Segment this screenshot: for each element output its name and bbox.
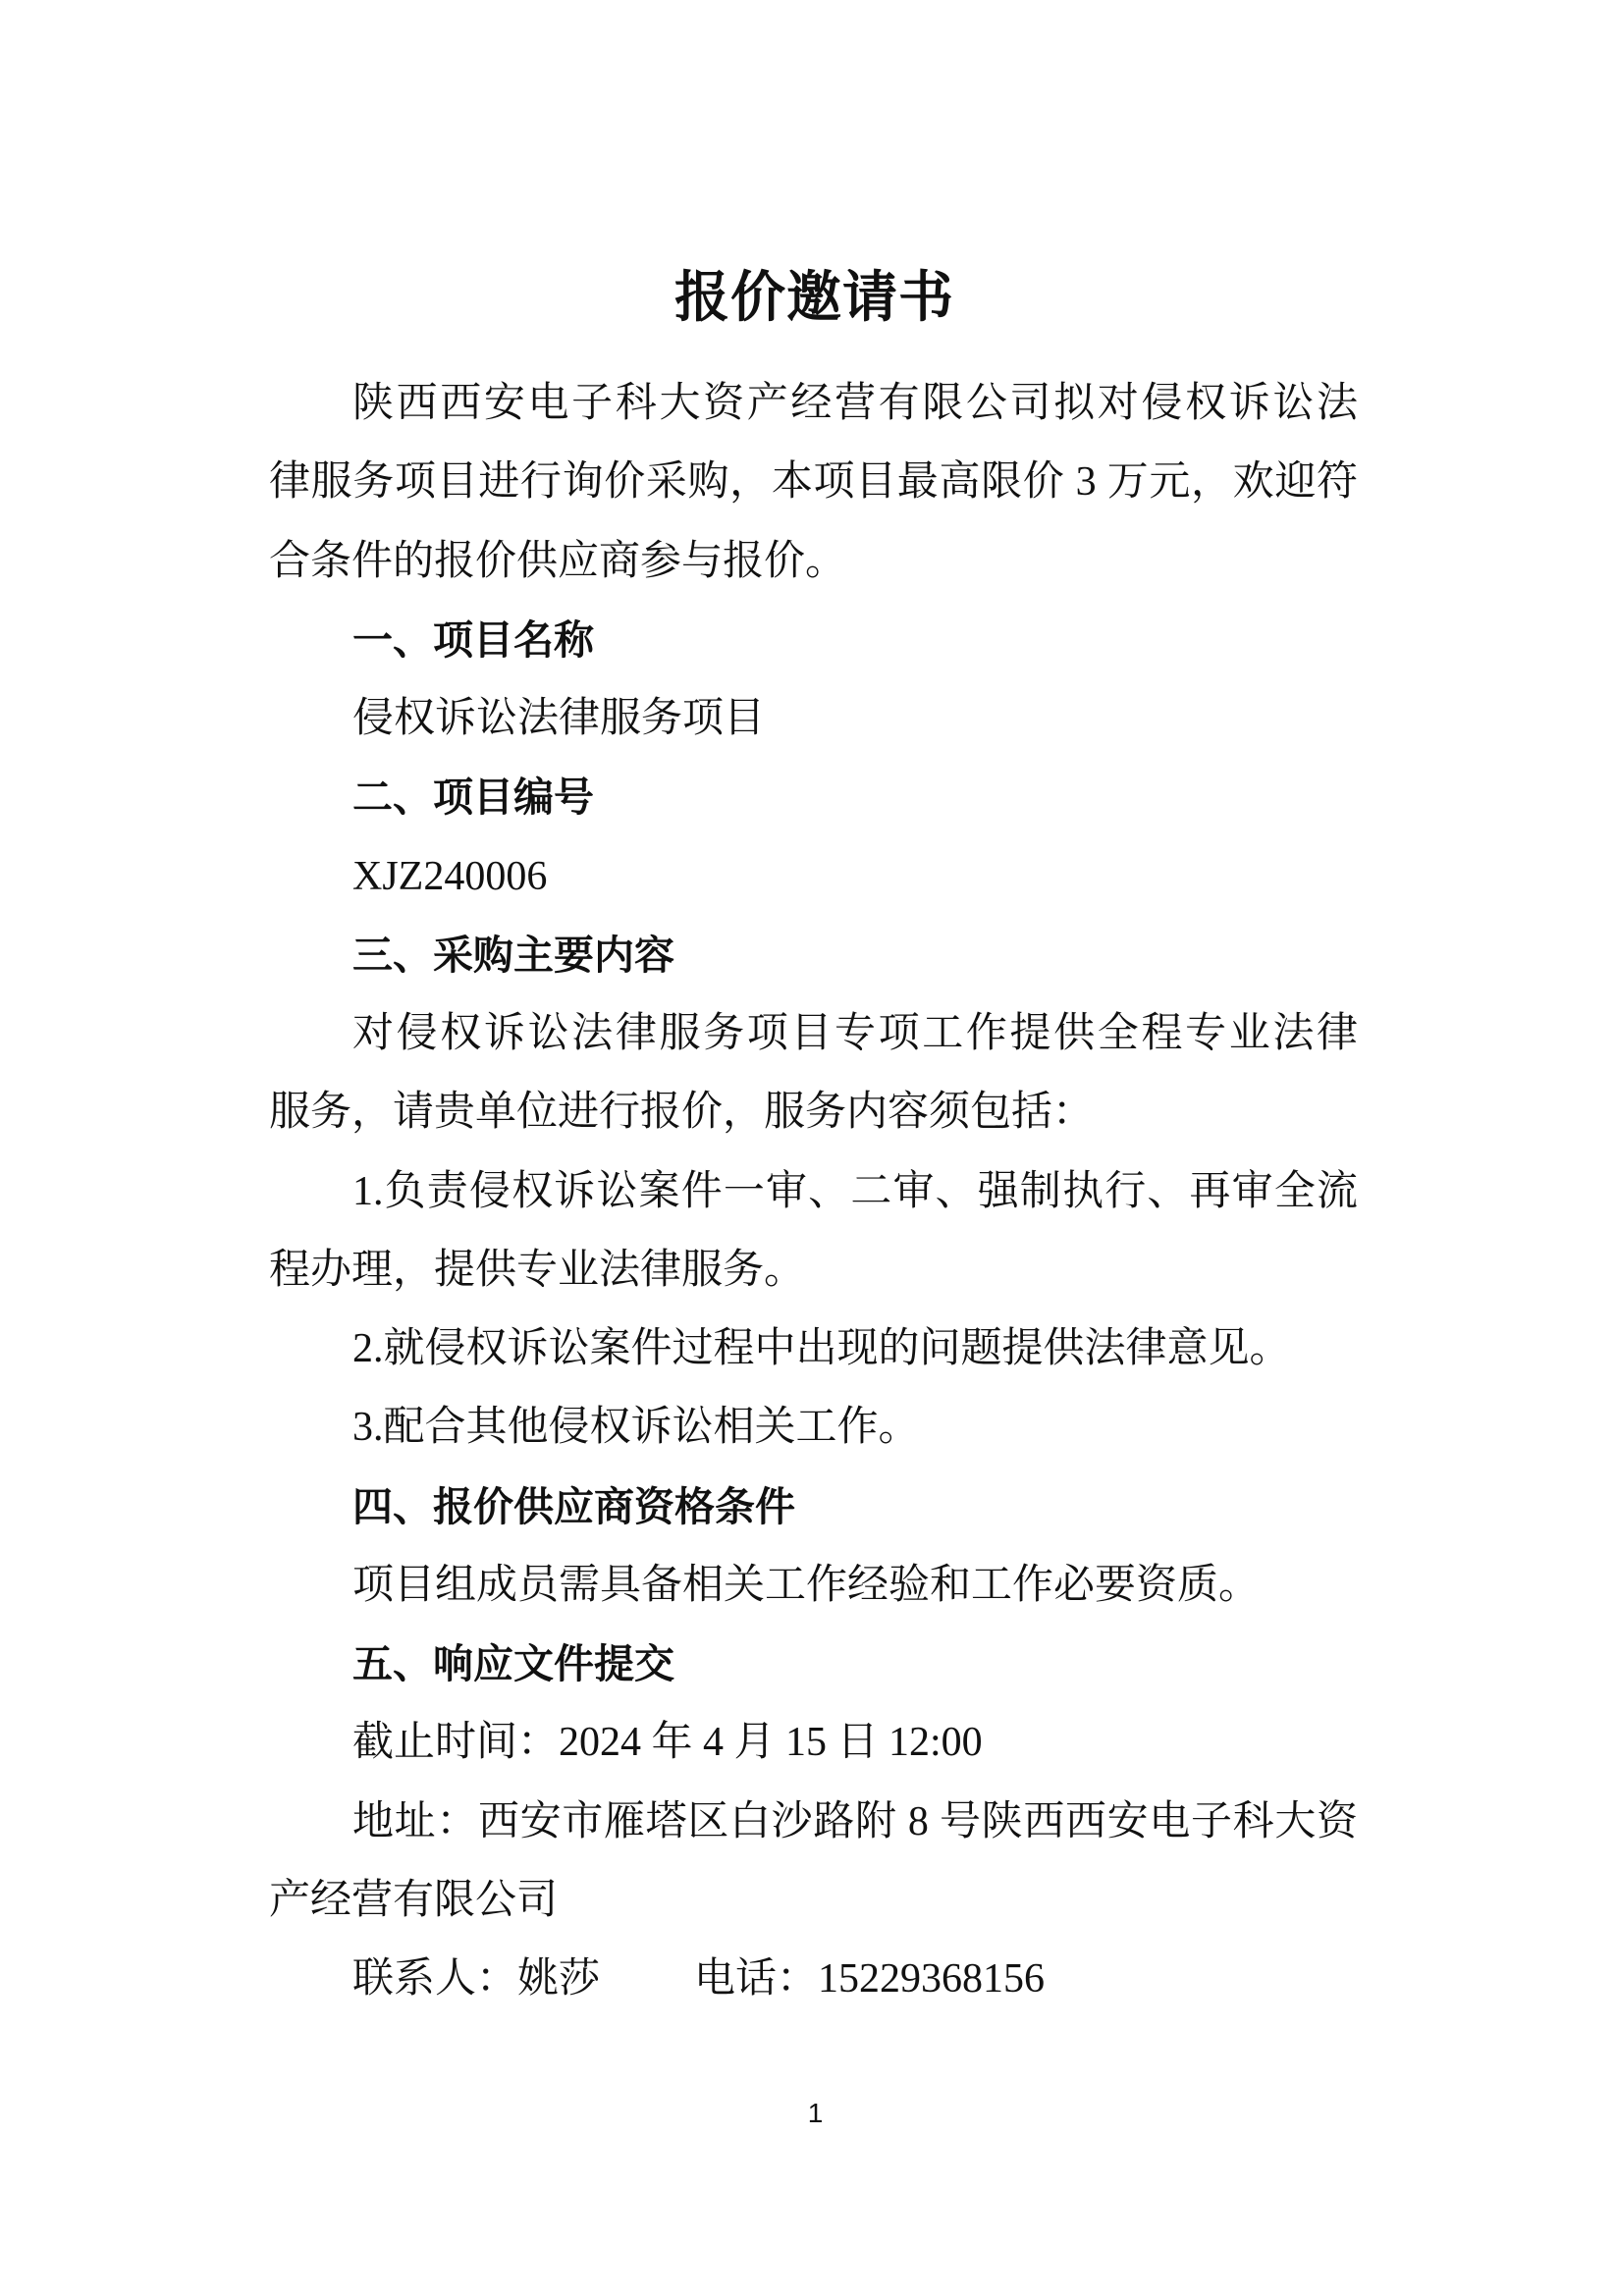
section-heading-qualification: 四、报价供应商资格条件	[352, 1482, 795, 1530]
procurement-intro-line: 服务，请贵单位进行报价，服务内容须包括：	[269, 1090, 1095, 1136]
page-number: 1	[807, 2098, 824, 2128]
procurement-item-line: 2.就侵权诉讼案件过程中出现的问题提供法律意见。	[352, 1326, 1291, 1371]
intro-line: 合条件的报价供应商参与报价。	[269, 538, 847, 584]
document-body	[269, 364, 1358, 2018]
intro-line: 律服务项目进行询价采购，本项目最高限价 3 万元，欢迎符	[269, 459, 1358, 506]
submission-deadline: 截止时间：2024 年 4 月 15 日 12:00	[352, 1720, 983, 1766]
contact-person: 联系人：姚莎	[352, 1956, 601, 2002]
section-heading-project-number: 二、项目编号	[352, 774, 594, 822]
contact-phone: 电话：15229368156	[694, 1956, 1046, 2002]
project-name-value: 侵权诉讼法律服务项目	[352, 696, 766, 741]
intro-line: 陕西西安电子科大资产经营有限公司拟对侵权诉讼法	[352, 381, 1358, 426]
section-heading-procurement: 三、采购主要内容	[352, 931, 674, 979]
submission-address-line: 产经营有限公司	[269, 1877, 559, 1923]
procurement-intro-line: 对侵权诉讼法律服务项目专项工作提供全程专业法律	[352, 1011, 1358, 1056]
submission-contact-line	[269, 1940, 1358, 2018]
section-heading-submission: 五、响应文件提交	[352, 1640, 674, 1687]
submission-address-line: 地址：西安市雁塔区白沙路附 8 号陕西西安电子科大资	[352, 1798, 1358, 1844]
section-heading-project-name: 一、项目名称	[352, 615, 594, 664]
procurement-item-line: 1.负责侵权诉讼案件一审、二审、强制执行、再审全流	[352, 1168, 1358, 1214]
qualification-value: 项目组成员需具备相关工作经验和工作必要资质。	[352, 1562, 1261, 1608]
document-title: 报价邀请书	[674, 265, 954, 330]
procurement-item-line: 程办理，提供专业法律服务。	[269, 1247, 806, 1293]
procurement-item-line: 3.配合其他侵权诉讼相关工作。	[352, 1405, 920, 1451]
project-number-value: XJZ240006	[352, 853, 548, 899]
